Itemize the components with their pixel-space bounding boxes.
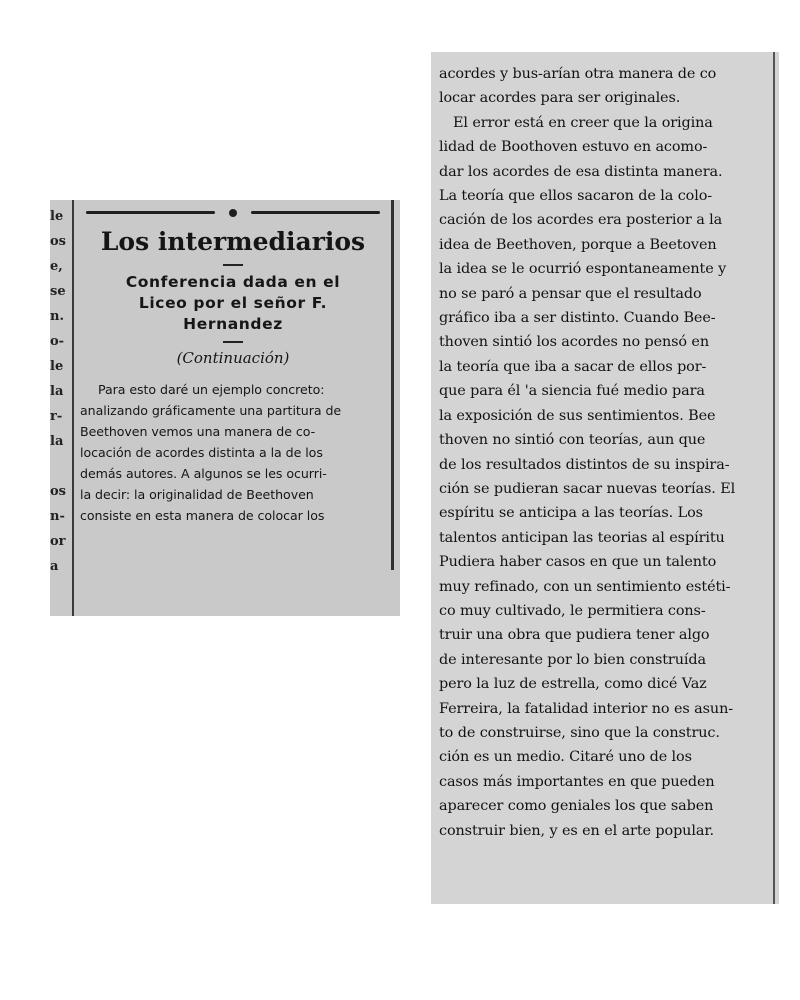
column-rule	[773, 52, 775, 904]
edge-fragment: le	[50, 209, 64, 224]
body-line: de interesante por lo bien construída	[439, 651, 706, 668]
body-line: la exposición de sus sentimientos. Bee	[439, 407, 716, 424]
body-line: co muy cultivado, le permitiera cons-	[439, 602, 706, 619]
body-line: lidad de Boothoven estuvo en acomo-	[439, 139, 708, 156]
body-line: acordes y bus-arían otra manera de co	[439, 66, 717, 82]
body-line: Pudiera haber casos en que un talento	[439, 554, 717, 571]
edge-fragment: e,	[50, 259, 63, 274]
body-line: muy refinado, con un sentimiento estéti-	[439, 578, 731, 595]
right-newspaper-clipping	[431, 52, 779, 904]
edge-fragment: la	[50, 434, 64, 449]
column-rule	[391, 200, 394, 570]
edge-fragment: n.	[50, 309, 64, 324]
body-line: la idea se le ocurrió espontaneamente y	[439, 261, 727, 278]
body-line: consiste en esta manera de colocar los	[80, 508, 325, 523]
body-line: locación de acordes distinta a la de los	[80, 445, 323, 460]
divider	[223, 264, 243, 266]
edge-fragment	[50, 454, 72, 479]
edge-fragment: le	[50, 359, 64, 374]
ornamental-rule	[86, 206, 380, 220]
article-body	[80, 379, 386, 526]
article-body-continued	[439, 62, 769, 843]
body-line: construir bien, y es en el arte popular.	[439, 822, 714, 839]
adjacent-column-fragments	[50, 204, 72, 579]
body-line: thoven sintió los acordes no pensó en	[439, 334, 709, 351]
subtitle-line: Hernandez	[183, 315, 283, 333]
edge-fragment: r-	[50, 409, 63, 424]
subtitle-line: Conferencia dada en el	[125, 273, 341, 291]
body-line: de los resultados distintos de su inspira-	[439, 456, 730, 473]
body-line: espíritu se anticipa a las teorías. Los	[439, 505, 703, 522]
body-line: la decir: la originalidad de Beethoven	[80, 487, 314, 502]
body-line: idea de Beethoven, porque a Beetoven	[439, 236, 717, 253]
subtitle-line: Liceo por el señor F.	[138, 294, 328, 312]
body-line: Ferreira, la fatalidad interior no es asun-	[439, 700, 734, 717]
edge-fragment: se	[50, 284, 66, 299]
body-line: pero la luz de estrella, como dicé Vaz	[439, 676, 707, 693]
body-line: la teoría que iba a sacar de ellos por-	[439, 358, 707, 375]
edge-fragment: n-	[50, 509, 65, 524]
body-line: truir una obra que pudiera tener algo	[439, 627, 710, 644]
edge-fragment: la	[50, 384, 64, 399]
edge-fragment: o-	[50, 334, 65, 349]
edge-fragment: a	[50, 559, 59, 574]
body-line: que para él 'a siencia fué medio para	[439, 383, 705, 400]
body-line: cación de los acordes era posterior a la	[439, 212, 723, 229]
body-line: locar acordes para ser originales.	[439, 90, 681, 107]
continuation-note: (Continuación)	[176, 349, 290, 367]
body-line: casos más importantes en que pueden	[439, 773, 715, 790]
article-title: Los intermediarios	[100, 227, 366, 256]
edge-fragment: os	[50, 484, 66, 499]
body-line: ción se pudieran sacar nuevas teorías. El	[439, 480, 736, 497]
body-line: La teoría que ellos sacaron de la colo-	[439, 188, 713, 205]
body-line: talentos anticipan las teorias al espíritu	[439, 529, 725, 546]
body-line: gráfico iba a ser distinto. Cuando Bee-	[439, 310, 716, 327]
body-line: Para esto daré un ejemplo concreto:	[98, 382, 325, 397]
edge-fragment: os	[50, 234, 66, 249]
divider	[223, 341, 243, 343]
body-line: analizando gráficamente una partitura de	[80, 403, 342, 418]
left-newspaper-clipping	[50, 200, 400, 616]
body-line: aparecer como geniales los que saben	[439, 798, 714, 815]
body-line: dar los acordes de esa distinta manera.	[439, 163, 723, 180]
column-rule	[72, 200, 74, 616]
body-line: Beethoven vemos una manera de co-	[80, 424, 316, 439]
edge-fragment: or	[50, 534, 66, 549]
body-line: demás autores. A algunos se les ocurri-	[80, 466, 327, 481]
article-subtitle	[80, 272, 386, 335]
body-line: no se paró a pensar que el resultado	[439, 285, 702, 302]
body-line: to de construirse, sino que la construc.	[439, 724, 720, 741]
body-line: thoven no sintió con teorías, aun que	[439, 432, 706, 449]
body-line: El error está en creer que la origina	[453, 114, 713, 131]
body-line: ción es un medio. Citaré uno de los	[439, 749, 692, 766]
article	[80, 206, 386, 526]
